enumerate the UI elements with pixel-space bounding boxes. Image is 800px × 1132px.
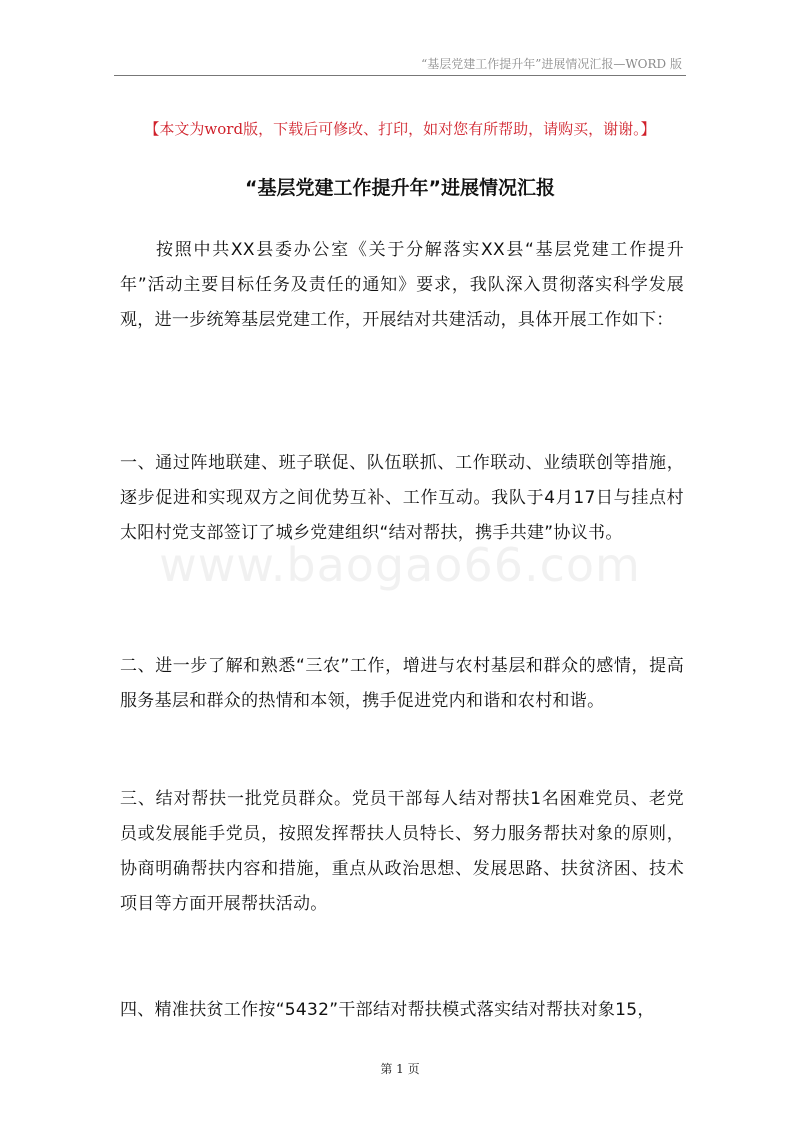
paragraph-item-3: 三、结对帮扶一批党员群众。党员干部每人结对帮扶1名困难党员、老党员或发展能手党员，按照发挥帮扶人员特长、努力服务帮扶对象的原则，协商明确帮扶内容和措施，重点从政治思想、发展思路、扶贫济困、技术项目等方面开展帮扶活动。	[120, 789, 684, 914]
purchase-notice: 【本文为word版，下载后可修改、打印，如对您有所帮助，请购买，谢谢。】	[144, 120, 656, 138]
paragraph-item-4: 四、精准扶贫工作按“5432”干部结对帮扶模式落实结对帮扶对象15，	[120, 1000, 655, 1020]
paragraph-intro: 按照中共XX县委办公室《关于分解落实XX县“基层党建工作提升年”活动主要目标任务及责任的通知》要求，我队深入贯彻落实科学发展观，进一步统筹基层党建工作，开展结对共建活动，具体开展工作如下：	[120, 240, 684, 330]
document-title: “基层党建工作提升年”进展情况汇报	[245, 177, 555, 199]
running-header: “基层党建工作提升年”进展情况汇报—WORD 版	[421, 57, 682, 71]
header-divider	[114, 75, 686, 76]
paragraph-item-2: 二、进一步了解和熟悉“三农”工作，增进与农村基层和群众的感情，提高服务基层和群众的热情和本领，携手促进党内和谐和农村和谐。	[120, 656, 684, 711]
paragraph-item-1: 一、通过阵地联建、班子联促、队伍联抓、工作联动、业绩联创等措施，逐步促进和实现双方之间优势互补、工作互动。我队于4月17日与挂点村太阳村党支部签订了城乡党建组织“结对帮扶，携手共建”协议书。	[120, 453, 684, 543]
watermark-text: www.baogao66.com	[159, 538, 641, 592]
page-number: 第 1 页	[380, 1062, 420, 1076]
